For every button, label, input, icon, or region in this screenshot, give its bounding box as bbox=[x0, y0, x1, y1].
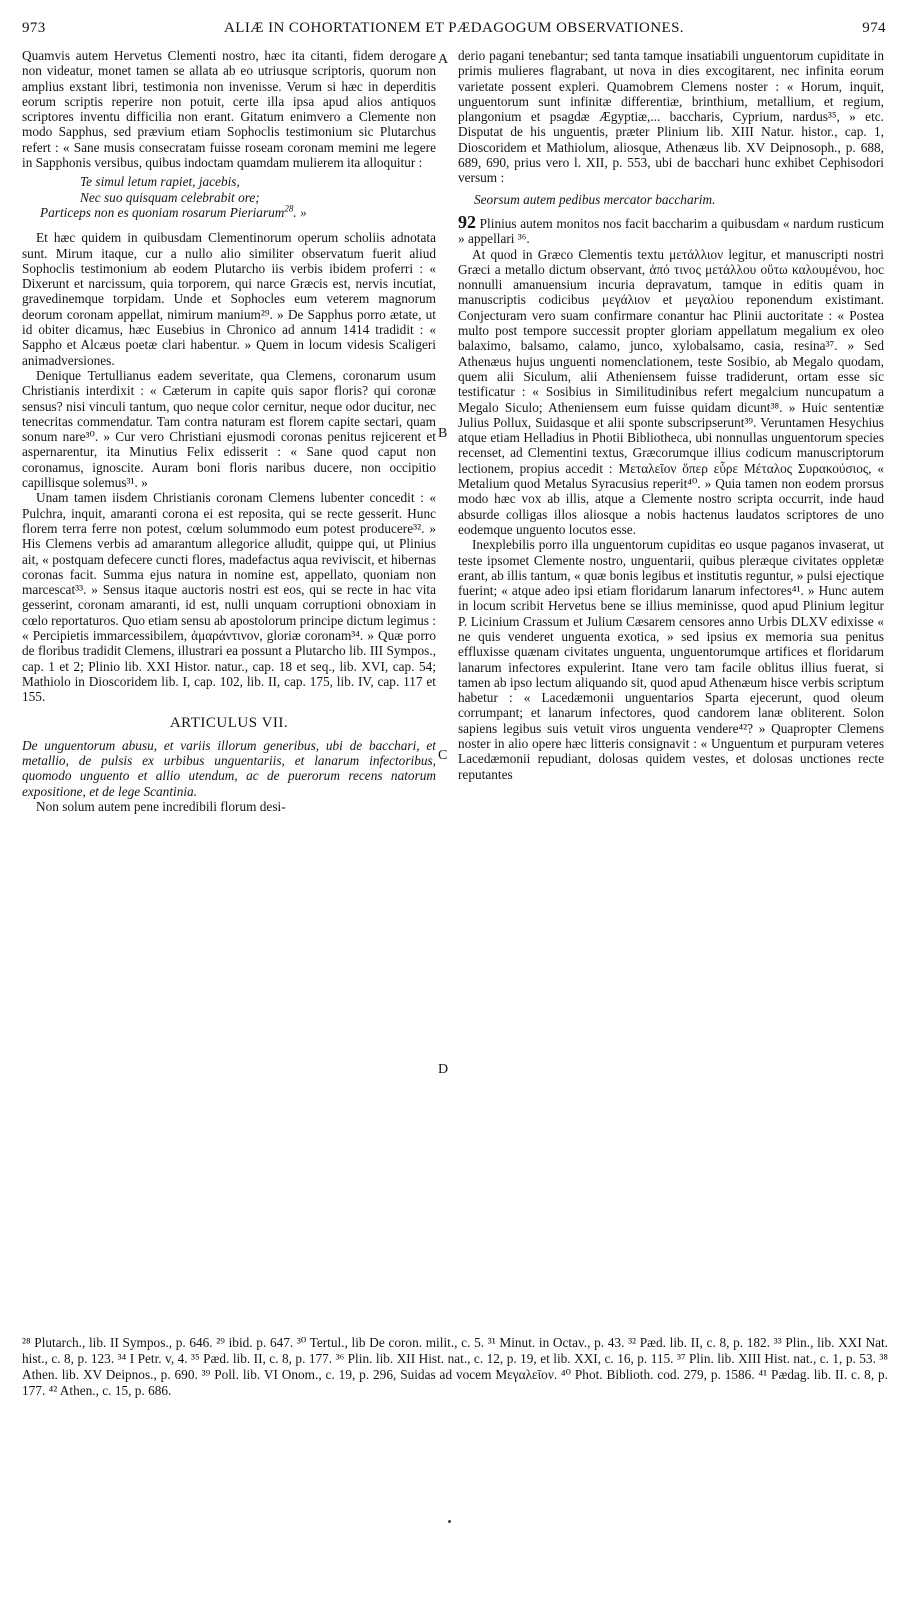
page-number-right: 974 bbox=[862, 20, 886, 36]
right-paragraph-3: At quod in Græco Clementis textu μετάλλιον legitur, et manuscripti nostri Græci a metallo dictum observant, ἀπό τινος μετάλλου οὕτω καλουμένου, hoc nonnulli amanuensium incuria depravatum, tamque in editis quam in manuscriptis codicibus μεγάλιον et μεγαλίου reponendum existimant. Conjecturam vero suam confirmare conantur hac Plinii auctoritate : « Postea multo post tempore successit propter gloriam appellatum megalium ex oleo balaximo, balsamo, calamo, junco, xylobalsamo, casia, resina³⁷. » Sed Athenæus hujus unguenti nomenclationem, teste Sosibio, ab Megalo quodam, quem alii Siculum, alii Atheniensem fuisse tradiderunt, ortam esse sic testificatur : « Sosibius in Similitudinibus refert megalcium nuncupatum a Megalo Siculo; Atheniensem eum fuisse quidam dicunt³⁸. » Huic sententiæ Julius Pollux, Suidasque et alii sponte subscripserunt³⁹. Veruntamen Hesychius atque etiam Helladius in Photii Bibliotheca, ubi nonnullas unguentorum species recenset, ad Clementini textus, Græcorumque illius codicum manuscriptorum lectionem, propius accedit : Μεταλεῖον ὅπερ εὗρε Μέταλος Συρακούσιος, « Metalium quod Metalus Syracusius reperit⁴⁰. » Quia tamen non eodem prorsus modo hæc vox ab illis, atque a Clemente nostro scripta occurrit, inde haud absurde colligas illos aliosque a nobis hactenus laudatos scriptores de uno eodemque unguento locutos esse. bbox=[458, 246, 884, 537]
sappho-verse bbox=[40, 174, 436, 220]
cephisodorus-verse: Seorsum autem pedibus mercator baccharim. bbox=[474, 191, 716, 207]
page-number-left: 973 bbox=[22, 20, 46, 36]
margin-letter-a: A bbox=[438, 52, 449, 67]
margin-letter-b: B bbox=[438, 426, 448, 441]
left-paragraph-3: Denique Tertullianus eadem severitate, qua Clemens, coronarum usum Christianis interdixit : « Cæterum in capite quis sapor floris? qui coronæ sensus? nisi vinculi tantum, quo neque color cernitur, neque odor ducitur, nec tenecritas commendatur. Tam contra naturam est florem capite sectari, quam sonum nare³⁰. » Cur vero Christiani ejusmodi coronas penitus rejicerent et aspernarentur, ita Minutius Felix edisserit : « Sane quod caput non coronamus, ignoscite. Auram boni floris naribus ducere, non occipitio capillisque solemus³¹. » bbox=[22, 367, 436, 491]
margin-letter-c: C bbox=[438, 748, 448, 763]
running-title: ALIÆ IN COHORTATIONEM ET PÆDAGOGUM OBSERVATIONES. bbox=[224, 20, 684, 36]
margin-letter-d: D bbox=[438, 1062, 449, 1077]
article-title: ARTICULUS VII. bbox=[169, 715, 289, 732]
running-header bbox=[22, 20, 886, 44]
left-paragraph-5: Non solum autem pene incredibili florum desi- bbox=[36, 798, 286, 814]
verse-line-3 bbox=[40, 205, 436, 220]
article-summary: De unguentorum abusu, et variis illorum generibus, ubi de bacchari, et metallio, de pulsis ex urbibus unguentariis, et lanarum infectoribus, quomodo unguento et allio utendum, ac de puerorum recens natorum expositione, et de lege Scantinia. bbox=[22, 737, 436, 799]
footnotes-text: ²⁸ Plutarch., lib. II Sympos., p. 646. ²⁹ ibid. p. 647. ³⁰ Tertul., lib De coron. milit., c. 5. ³¹ Minut. in Octav., p. 43. ³² Pæd. lib. II, c. 8, p. 182. ³³ Plin., lib. XXI Nat. hist., c. 8, p. 123. ³⁴ I Petr. v, 4. ³⁵ Pæd. lib. II, c. 8, p. 177. ³⁶ Plin. lib. XII Hist. nat., c. 12, p. 19, et lib. XXI, c. 16, p. 115. ³⁷ Plin. lib. XIII Hist. nat., c. 1, p. 53. ³⁸ Athen. lib. XV Deipnos., p. 690. ³⁹ Poll. lib. VI Onom., c. 19, p. 296, Suidas ad vocem Μεγαλεῖον. ⁴⁰ Phot. Biblioth. cod. 279, p. 1586. ⁴¹ Pædag. lib. II. c. 8, p. 177. ⁴² Athen., c. 15, p. 686. bbox=[22, 1335, 888, 1398]
left-paragraph-4: Unam tamen iisdem Christianis coronam Clemens lubenter concedit : « Pulchra, inquit, amaranti corona ei est reposita, qui se recte gesserit. Hunc florem terra ferre non potest, cœlum solummodo eum potest producere³². » His Clemens verbis ad amarantum allegorice alludit, quippe qui, ut Plinius ait, « postquam defecere cuncti flores, madefactus aqua reviviscit, et hibernas coronas facit. Summa ejus natura in nomine est, appellato, quoniam non marcescat³³. » Sensus itaque auctoris nostri est eos, qui se recte in hac vita gesserint, coronam amaranti, id est, nulli unquam corruptioni obnoxiam in cœlo reportaturos. Quo etiam sensu ab apostolorum principe dictum legimus : « Percipietis immarcessibilem, ἀμαράντινον, gloriæ coronam³⁴. » Quæ porro de floribus tradidit Clemens, illustrari ea possunt a Plutarcho lib. III Sympos., cap. 1 et 2; Plinio lib. XXI Histor. natur., cap. 18 et seq., lib. XVI, cap. 54; Mathiolo in Dioscoridem lib. I, cap. 102, lib. II, cap. 175, lib. IV, cap. 117 et 155. bbox=[22, 490, 436, 705]
footnotes bbox=[22, 1335, 888, 1399]
verse-line-3-end: . » bbox=[293, 204, 307, 220]
footnote-ref-28: 28 bbox=[284, 203, 294, 214]
section-number: 92 bbox=[458, 211, 476, 232]
right-paragraph-4: Inexplebilis porro illa unguentorum cupiditas eo usque paganos invaserat, ut teste ipsomet Clemente nostro, unguentarii, quibus pleræque civitates oppletæ erant, ab illis tantum, « quæ bonis legibus et institutis reguntur, » pulsi ejectique fuerint; « atque adeo ipsi etiam floridarum lanarum infectores⁴¹. » Hunc autem in locum scribit Hervetus bene se illius meminisse, quod apud Plinium legitur P. Licinium Crassum et Julium Cæsarem censores anno Urbis DLXV edixisse « ne quis venderet unguenta exotica, » sed ipsius ex memoria sua penitus effluxisse quænam civitates unguenta, unguentorumque artifices et floridarum lanarum infectores expulerint. Itane vero tam facile oblitus illius fuerat, si tamen ab ipso lectum aliquando sit, quod apud Athenæum hisce verbis scriptum habetur : « Lacedæmonii unguentarios Sparta ejecerunt, quod oleum corrumpant; et lanarum infectores, quod candorem lanæ obliterent. Solon sapiens legibus suis vetuit viros unguenta vendere⁴²? » Quapropter Clemens noster in alio opere hæc litteris consignavit : « Unguentum et purpuram veteres Lacedæmonii repudiant, dolosas quidem vestes, et dolosas unctiones recte reputantes bbox=[458, 537, 884, 782]
left-paragraph-1: Quamvis autem Hervetus Clementi nostro, hæc ita citanti, fidem derogare non videatur, monet tamen se allata ab eo utriusque scriptoris, quorum non amplius exstant libri, testimonia non invenisse. Verum si hæc in deperditis eorum scriptis reperire non potuit, certe illa ipsa apud alios antiquos scriptores inventu difficilia non erant. Gitatum enimvero a Clemente non modo Sapphus, sed prævium etiam Sophoclis testimonium sic Plutarchus refert : « Sane musis consecratam fuisse roseam coronam memini me legere in Sapphonis versibus, quibus indoctam quamdam mulierem ita alloquitur : bbox=[22, 48, 436, 171]
right-paragraph-1: derio pagani tenebantur; sed tanta tamque insatiabili unguentorum cupiditate in primis mulieres flagrabant, ut nova in dies excogitarent, nec infinita eorum varietate possent expleri. Quamobrem Clemens noster : « Horum, inquit, unguentorum sunt infinitæ differentiæ, brinthium, metallium, et regium, plangonium et psagdæ Ægyptiæ,... baccharis, Cyprium, nardus³⁵, » etc. Disputat de his unguentis, præter Plinium lib. XIII Natur. histor., cap. 1, Dioscoridem et Mathiolum, aliosque, Athenæus lib. XV Deipnosoph., p. 688, 689, 690, prius vero l. XII, p. 553, ubi de bacchari hunc exhibet Cephisodori versum : bbox=[458, 48, 884, 186]
verse-line-1: Te simul letum rapiet, jacebis, bbox=[80, 174, 240, 190]
left-column bbox=[22, 48, 436, 814]
verse-line-3-text: Particeps non es quoniam rosarum Pieriarum bbox=[40, 204, 285, 220]
right-column bbox=[458, 48, 884, 782]
verse-line-2: Nec suo quisquam celebrabit ore; bbox=[80, 189, 260, 205]
right-paragraph-2 bbox=[458, 211, 884, 247]
print-speck bbox=[448, 1520, 451, 1523]
left-paragraph-2: Et hæc quidem in quibusdam Clementinorum operum scholiis adnotata sunt. Mirum itaque, cur a nullo alio similiter observatum fuerit aliud Sophoclis testimonium ab eodem Plutarcho iis verbis ibidem proferri : « Dixerunt et narcissum, quia torporem, qui narce Græcis est, nervis incutiat, gravedinemque torpidam. Unde et Sophocles eum veterem magnorum deorum coronam appellat, nimirum manium²⁹. » De Sapphus porro ætate, ut id obiter dicamus, hæc Eusebius in Chronico ad annum 1414 tradidit : « Sappho et Alcæus poetæ clari habentur. » Quem in locum videsis Scaligeri animadversiones. bbox=[22, 230, 436, 368]
right-paragraph-2-text: Plinius autem monitos nos facit baccharim a quibusdam « nardum rusticum » appellari ³⁶. bbox=[458, 215, 884, 247]
